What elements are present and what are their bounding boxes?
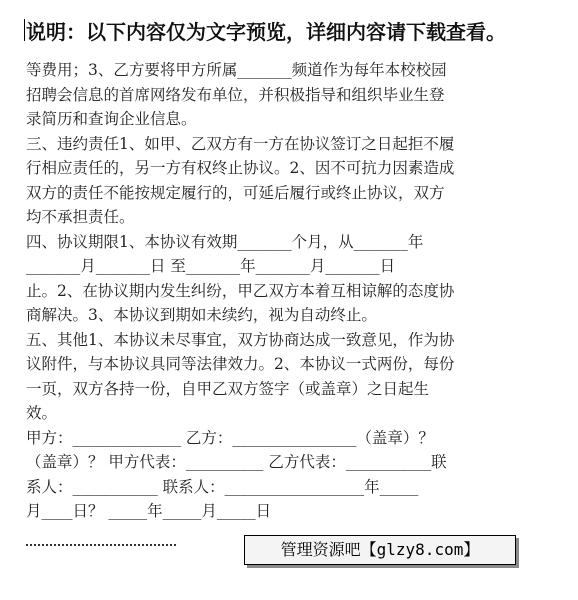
signature-line: 系人：___________ 联系人：__________________年_____ (26, 477, 419, 496)
text-line: 五、其他1、本协议未尽事宜，双方协商达成一致意见，作为协 (26, 330, 455, 349)
document-body (26, 58, 556, 524)
text-line: 一页，双方各持一份，自甲乙双方签字（或盖章）之日起生 (26, 379, 430, 398)
signature-line: （盖章）？ 甲方代表：__________ 乙方代表：___________联 (26, 453, 447, 471)
text-line: 议附件，与本协议具同等法律效力。2、本协议一式两份，每份 (26, 355, 455, 373)
text-cursor (24, 19, 25, 41)
text-line: _______月_______日 至_______年_______月_______日 (26, 257, 396, 275)
text-line: 效。 (26, 404, 58, 422)
text-line: 招聘会信息的首席网络发布单位，并积极指导和组织毕业生登 (26, 85, 445, 104)
preview-notice: 说明：以下内容仅为文字预览，详细内容请下载查看。 (26, 20, 506, 44)
site-brand-box[interactable]: 管理资源吧【glzy8.com】 (244, 535, 516, 565)
text-line: 止。2、在协议期内发生纠纷，甲乙双方本着互相谅解的态度协 (26, 281, 455, 300)
signature-line: 月____日？ _____年_____月_____日 (26, 502, 272, 520)
text-line: 商解决。3、本协议到期如未续约，视为自动终止。 (26, 306, 377, 324)
text-line: 双方的责任不能按规定履行的，可延后履行或终止协议，双方 (26, 183, 445, 202)
text-line: 四、协议期限1、本协议有效期_______个月，从_______年 (26, 232, 424, 251)
text-line: 录简历和查询企业信息。 (26, 110, 197, 128)
text-line: 等费用；3、乙方要将甲方所属_______频道作为每年本校校园 (26, 61, 447, 79)
text-line: 行相应责任的，另一方有权终止协议。2、因不可抗力因素造成 (26, 159, 455, 177)
signature-line: 甲方：______________ 乙方：________________（盖章）？ (26, 428, 434, 447)
text-line: 均不承担责任。 (26, 208, 135, 226)
text-line: 三、违约责任1、如甲、乙双方有一方在协议签订之日起拒不履 (26, 134, 455, 153)
dotted-divider (26, 538, 176, 546)
